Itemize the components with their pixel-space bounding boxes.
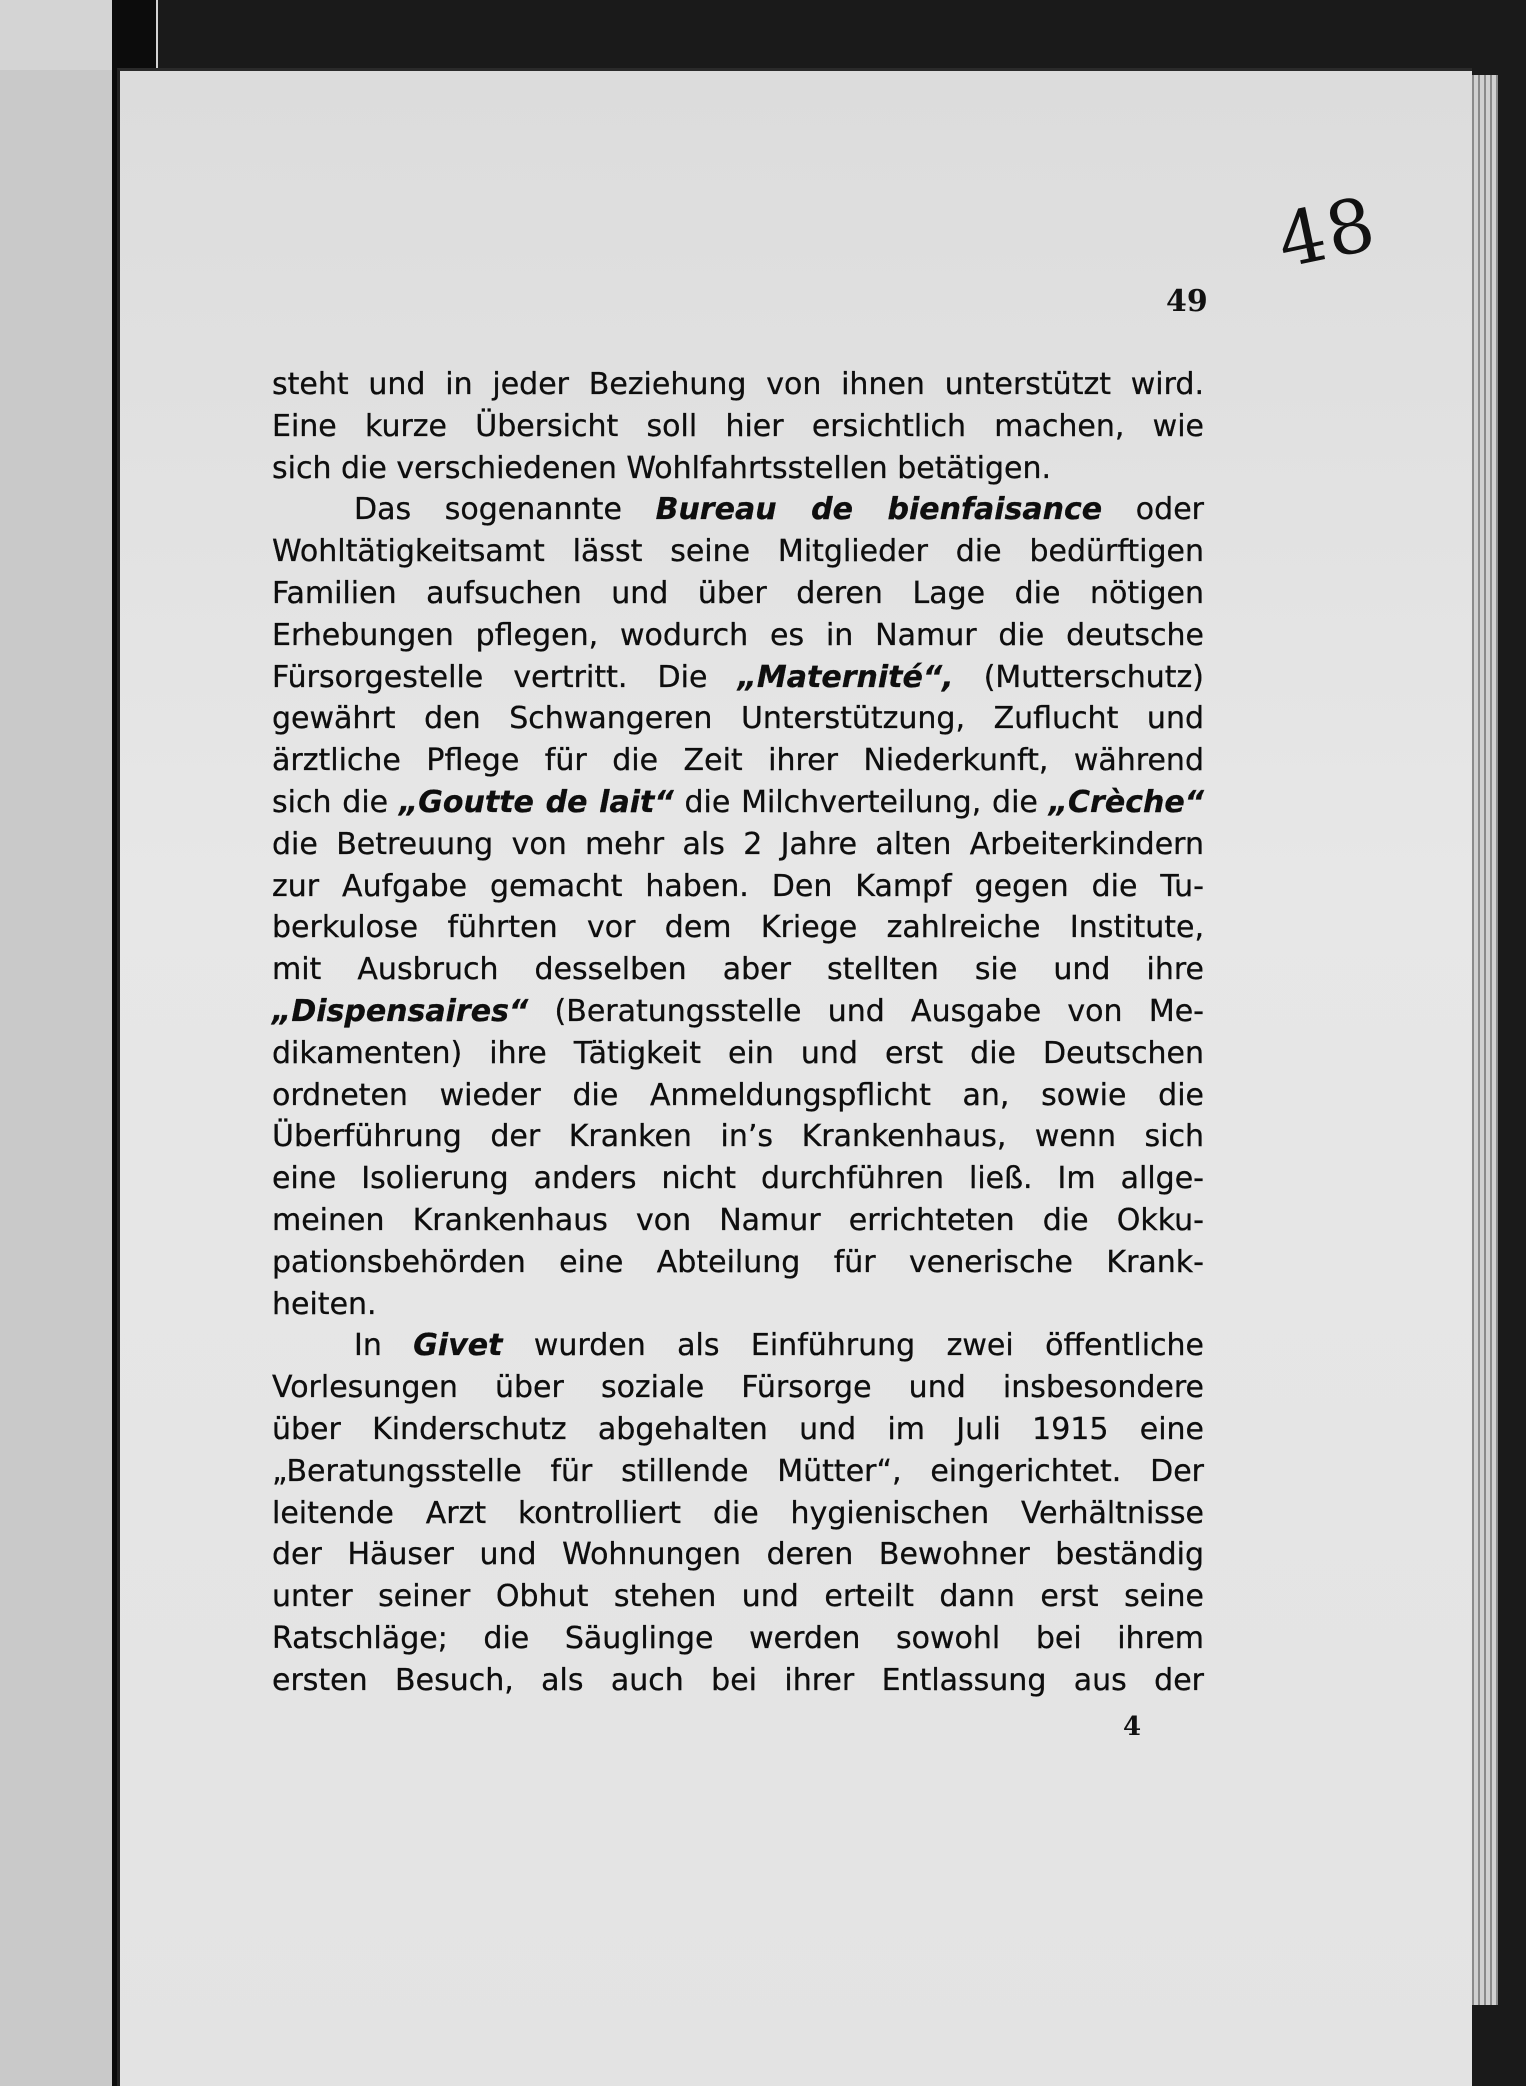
text-line — [272, 1367, 1204, 1409]
text-line — [272, 448, 1204, 490]
text-run: gewährt den Schwangeren Unterstützung, Zuflucht und — [272, 701, 1204, 737]
text-line — [272, 949, 1204, 991]
page-stack-edge — [1468, 75, 1498, 2005]
text-line — [272, 907, 1204, 949]
text-run: pationsbehörden eine Abteilung für venerische Krank- — [272, 1244, 1204, 1280]
text-line — [272, 1451, 1204, 1493]
text-run: ordneten wieder die Anmeldungspflicht an, sowie die — [272, 1077, 1204, 1113]
text-line — [272, 364, 1204, 406]
text-run: der Häuser und Wohnungen deren Bewohner beständig — [272, 1537, 1204, 1573]
signature-mark: 4 — [1123, 1712, 1142, 1742]
text-run: heiten. — [272, 1286, 377, 1322]
page-number: 49 — [1166, 284, 1208, 319]
text-run: oder — [1102, 492, 1204, 528]
text-run: Das sogenannte — [354, 492, 656, 528]
text-line — [272, 406, 1204, 448]
text-run: wurden als Einführung zwei öffentliche — [502, 1328, 1204, 1364]
text-run: „Beratungsstelle für stillende Mütter“, eingerichtet. Der — [272, 1453, 1204, 1489]
text-line — [272, 782, 1204, 824]
text-line — [272, 1534, 1204, 1576]
handwritten-folio-number: 48 — [1270, 180, 1385, 286]
text-line — [272, 991, 1204, 1033]
text-run: unter seiner Obhut stehen und erteilt dann erst seine — [272, 1579, 1204, 1615]
text-line — [272, 698, 1204, 740]
text-line — [272, 1618, 1204, 1660]
italic-term: „Maternité“, — [737, 659, 954, 695]
text-run: berkulose führten vor dem Kriege zahlreiche Institute, — [272, 910, 1204, 946]
text-run: Fürsorgestelle vertritt. Die — [272, 659, 738, 695]
body-text — [272, 364, 1204, 1702]
text-line — [272, 1075, 1204, 1117]
italic-term: „Dispensaires“ — [272, 993, 529, 1029]
text-line — [272, 1325, 1204, 1367]
text-run: Erhebungen pflegen, wodurch es in Namur die deutsche — [272, 617, 1204, 653]
text-line — [272, 1158, 1204, 1200]
text-run: eine Isolierung anders nicht durchführen ließ. Im allge- — [272, 1161, 1204, 1197]
text-line — [272, 1660, 1204, 1702]
text-run: (Beratungsstelle und Ausgabe von Me- — [528, 993, 1204, 1029]
text-line — [272, 1033, 1204, 1075]
text-run: steht und in jeder Beziehung von ihnen unterstützt wird. — [272, 367, 1204, 402]
italic-term: Bureau de bienfaisance — [655, 492, 1103, 528]
text-line — [272, 1242, 1204, 1284]
text-run: dikamenten) ihre Tätigkeit ein und erst die Deutschen — [272, 1035, 1204, 1071]
text-run: mit Ausbruch desselben aber stellten sie und ihre — [272, 952, 1204, 988]
text-run: Ratschläge; die Säuglinge werden sowohl bei ihrem — [272, 1620, 1204, 1656]
text-line — [272, 1284, 1204, 1326]
text-run: ärztliche Pflege für die Zeit ihrer Niederkunft, während — [272, 743, 1204, 779]
text-run: In — [354, 1328, 414, 1364]
text-line — [272, 740, 1204, 782]
text-run: ersten Besuch, als auch bei ihrer Entlassung aus der — [272, 1662, 1204, 1698]
text-line — [272, 657, 1204, 699]
text-run: Familien aufsuchen und über deren Lage die nötigen — [272, 575, 1204, 611]
text-run: über Kinderschutz abgehalten und im Juli 1915 eine — [272, 1411, 1204, 1447]
text-line — [272, 1116, 1204, 1158]
text-run: sich die verschiedenen Wohlfahrtsstellen betätigen. — [272, 450, 1051, 486]
italic-term: Givet — [413, 1328, 503, 1364]
text-line — [272, 489, 1204, 531]
text-line — [272, 573, 1204, 615]
text-run: die Milchverteilung, die — [673, 784, 1049, 820]
text-run: Überführung der Kranken in’s Krankenhaus, wenn sich — [272, 1119, 1204, 1155]
text-run: zur Aufgabe gemacht haben. Den Kampf gegen die Tu- — [272, 868, 1204, 904]
text-line — [272, 1409, 1204, 1451]
text-run: (Mutterschutz) — [953, 659, 1204, 695]
text-line — [272, 531, 1204, 573]
text-run: Vorlesungen über soziale Fürsorge und insbesondere — [272, 1370, 1204, 1406]
text-run: Wohltätigkeitsamt lässt seine Mitglieder die bedürftigen — [272, 534, 1204, 570]
text-line — [272, 615, 1204, 657]
text-run: leitende Arzt kontrolliert die hygienischen Verhältnisse — [272, 1495, 1204, 1531]
text-run: Eine kurze Übersicht soll hier ersichtlich machen, wie — [272, 408, 1204, 444]
text-line — [272, 1576, 1204, 1618]
italic-term: „Goutte de lait“ — [398, 784, 674, 820]
text-run: die Betreuung von mehr als 2 Jahre alten Arbeiterkindern — [272, 826, 1204, 862]
italic-term: „Crèche“ — [1048, 784, 1205, 820]
text-line — [272, 1200, 1204, 1242]
facing-page-edge — [0, 55, 112, 2086]
text-run: meinen Krankenhaus von Namur errichteten die Okku- — [272, 1202, 1204, 1238]
text-line — [272, 866, 1204, 908]
text-run: sich die — [272, 784, 399, 820]
text-line — [272, 1493, 1204, 1535]
text-line — [272, 824, 1204, 866]
